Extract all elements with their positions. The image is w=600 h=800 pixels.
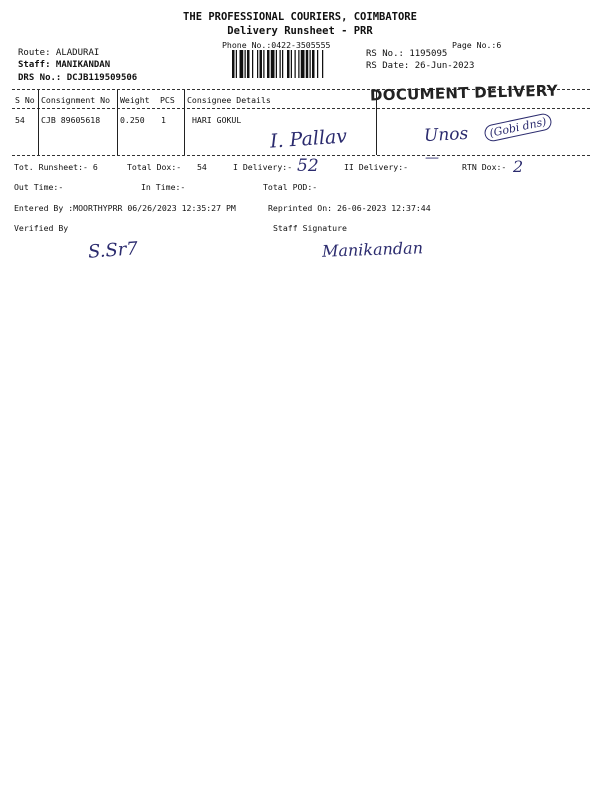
delivery-status-handwritten: Unos <box>423 123 469 147</box>
staff-signature: Manikandan <box>321 238 424 261</box>
barcode-bar <box>271 50 275 78</box>
rtn-dox-handwritten: 2 <box>513 157 524 176</box>
drs-number: DRS No.: DCJB119509506 <box>18 73 138 83</box>
row-weight: 0.250 <box>120 115 145 125</box>
reprinted-on: Reprinted On: 26-06-2023 12:37:44 <box>268 203 431 213</box>
i-delivery-label: I Delivery:- <box>233 162 293 172</box>
barcode-bar <box>310 50 311 78</box>
ii-delivery-label: II Delivery:- <box>344 162 409 172</box>
i-delivery-handwritten: 52 <box>297 156 319 176</box>
entered-by: Entered By :MOORTHYPRR 06/26/2023 12:35:27 PM <box>14 203 236 213</box>
barcode-bar <box>287 50 290 78</box>
col-divider <box>117 90 118 155</box>
total-dox-label: Total Dox:- <box>127 162 182 172</box>
staff-signature-label: Staff Signature <box>273 223 347 233</box>
barcode-bar <box>306 50 309 78</box>
barcode-bar <box>276 50 277 78</box>
document-delivery-stamp: DOCUMENT DELIVERY <box>369 81 559 105</box>
total-dox-value: 54 <box>197 162 207 172</box>
page-number: Page No.:6 <box>452 40 502 50</box>
in-time: In Time:- <box>141 182 186 192</box>
header-consignee: Consignee Details <box>187 95 271 105</box>
staff-label: Staff: MANIKANDAN <box>18 60 111 70</box>
receiver-signature: I. Pallav <box>269 125 348 153</box>
header-pcs: PCS <box>160 95 175 105</box>
out-time: Out Time:- <box>14 182 64 192</box>
barcode-bar <box>317 50 318 78</box>
barcode-bar <box>291 50 292 78</box>
ii-delivery-dash: — <box>425 150 439 166</box>
barcode-bar <box>252 50 253 78</box>
header-sno: S No <box>15 95 35 105</box>
col-divider <box>38 90 39 155</box>
barcode-bar <box>280 50 281 78</box>
rtn-dox-label: RTN Dox:- <box>462 162 507 172</box>
company-title: THE PROFESSIONAL COURIERS, COIMBATORE <box>183 11 417 23</box>
rs-date: RS Date: 26-Jun-2023 <box>366 61 475 71</box>
barcode-bar <box>263 50 264 78</box>
barcode-bar <box>245 50 246 78</box>
barcode-bar <box>312 50 315 78</box>
row-consignment: CJB 89605618 <box>41 115 101 125</box>
header-consignment: Consignment No <box>41 95 111 105</box>
row-pcs: 1 <box>161 115 166 125</box>
barcode-bar <box>267 50 270 78</box>
barcode-bar <box>247 50 250 78</box>
total-runsheet: Tot. Runsheet:- 6 <box>14 162 98 172</box>
rs-number: RS No.: 1195095 <box>366 49 448 59</box>
row-consignee: HARI GOKUL <box>192 115 242 125</box>
col-divider <box>184 90 185 155</box>
verifier-signature: S.Sr7 <box>87 238 139 263</box>
barcode-bar <box>240 50 244 78</box>
row-sno: 54 <box>15 115 25 125</box>
barcode-bar <box>282 50 283 78</box>
barcode <box>232 50 354 78</box>
barcode-bar <box>298 50 299 78</box>
barcode-bar <box>322 50 323 78</box>
phone-number: Phone No.:0422-3505555 <box>222 40 331 50</box>
delivery-note-handwritten: (Gobi dns) <box>483 112 553 143</box>
barcode-bar <box>232 50 235 78</box>
total-pod: Total POD:- <box>263 182 318 192</box>
barcode-bar <box>236 50 237 78</box>
route-label: Route: ALADURAI <box>18 48 100 58</box>
barcode-bar <box>301 50 305 78</box>
header-weight: Weight <box>120 95 150 105</box>
runsheet-subtitle: Delivery Runsheet - PRR <box>227 25 373 37</box>
verified-by-label: Verified By <box>14 223 69 233</box>
barcode-bar <box>295 50 296 78</box>
barcode-bar <box>257 50 258 78</box>
table-header-divider <box>12 108 590 109</box>
barcode-bar <box>260 50 263 78</box>
